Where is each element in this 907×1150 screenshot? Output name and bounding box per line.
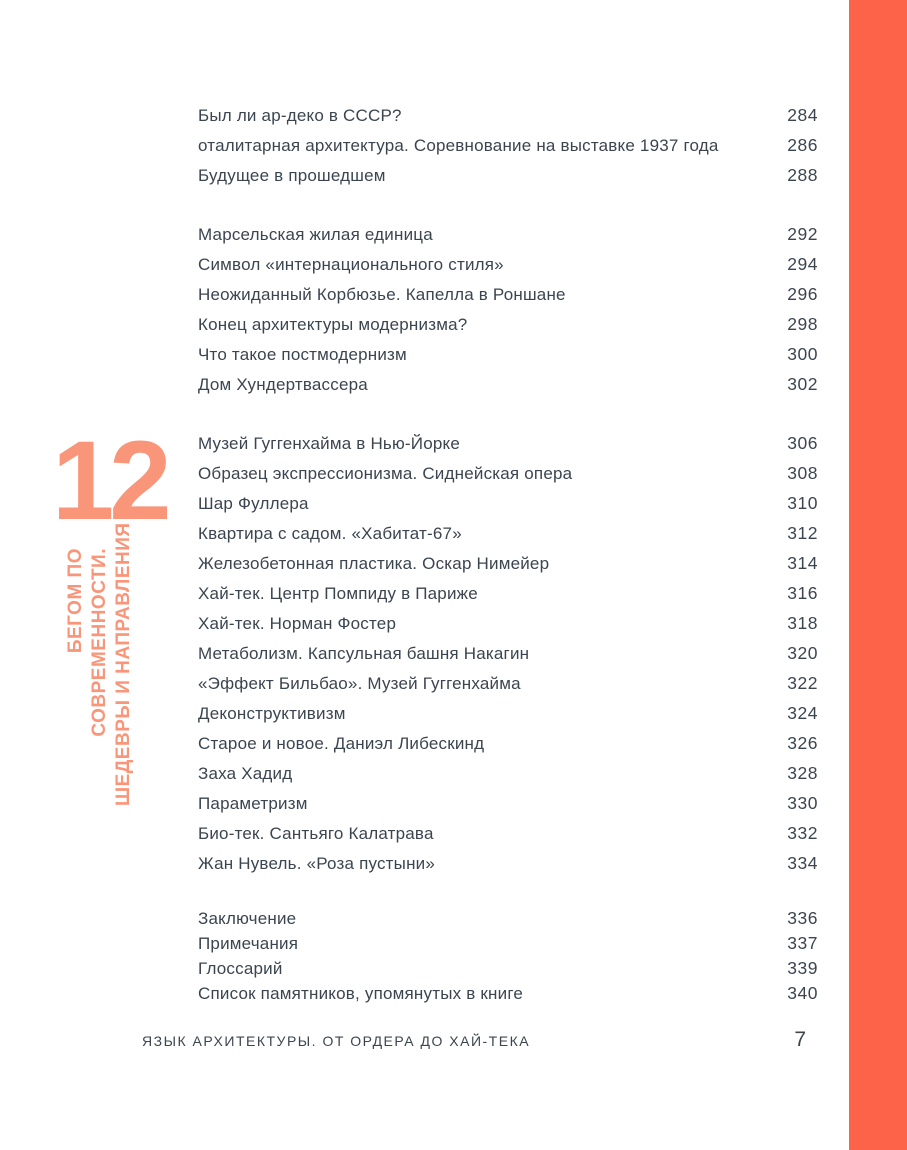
toc-entry-page: 302 (787, 374, 818, 394)
toc-entry-page: 308 (787, 463, 818, 483)
toc-entry-page: 328 (787, 763, 818, 783)
toc-row (198, 369, 818, 399)
toc-row (198, 578, 818, 608)
table-of-contents (198, 100, 818, 1006)
toc-entry-title: Список памятников, упомянутых в книге (198, 984, 523, 1003)
toc-entry-title: Образец экспрессионизма. Сиднейская опера (198, 464, 573, 483)
toc-row (198, 249, 818, 279)
toc-row (198, 339, 818, 369)
toc-entry-title: Музей Гуггенхайма в Нью-Йорке (198, 434, 461, 453)
toc-entry-page: 288 (787, 165, 818, 185)
toc-row (198, 818, 818, 848)
toc-row (198, 931, 818, 956)
toc-entry-page: 294 (787, 254, 818, 274)
toc-entry-page: 322 (787, 673, 818, 693)
toc-entry-title: Символ «интернационального стиля» (198, 255, 504, 274)
chapter-number: 12 (52, 418, 167, 543)
toc-entry-page: 330 (787, 793, 818, 813)
toc-row (198, 309, 818, 339)
toc-entry-title: Глоссарий (198, 959, 283, 978)
toc-row (198, 981, 818, 1006)
toc-row (198, 100, 818, 130)
toc-entry-page: 339 (787, 958, 818, 978)
toc-entry-title: Заключение (198, 909, 297, 928)
toc-entry-page: 340 (787, 983, 818, 1003)
toc-entry-page: 286 (787, 135, 818, 155)
toc-entry-page: 306 (787, 433, 818, 453)
toc-entry-title: Метаболизм. Капсульная башня Накагин (198, 644, 530, 663)
toc-entry-page: 298 (787, 314, 818, 334)
toc-entry-title: «Эффект Бильбао». Музей Гуггенхайма (198, 674, 521, 693)
toc-entry-title: Хай-тек. Центр Помпиду в Париже (198, 584, 478, 603)
toc-entry-page: 332 (787, 823, 818, 843)
accent-stripe (849, 0, 907, 1150)
toc-entry-page: 310 (787, 493, 818, 513)
toc-row (198, 608, 818, 638)
toc-group (198, 219, 818, 399)
toc-row (198, 788, 818, 818)
toc-row (198, 458, 818, 488)
toc-entry-title: Неожиданный Корбюзье. Капелла в Роншане (198, 285, 566, 304)
toc-entry-title: Био-тек. Сантьяго Калатрава (198, 824, 434, 843)
toc-entry-page: 312 (787, 523, 818, 543)
toc-entry-page: 326 (787, 733, 818, 753)
toc-row (198, 130, 818, 160)
page-number: 7 (794, 1028, 806, 1051)
toc-row (198, 219, 818, 249)
toc-entry-page: 320 (787, 643, 818, 663)
chapter-title-line: СОВРЕМЕННОСТИ. (89, 548, 110, 737)
toc-group (198, 906, 818, 1006)
toc-entry-page: 314 (787, 553, 818, 573)
toc-entry-title: Старое и новое. Даниэл Либескинд (198, 734, 485, 753)
toc-row (198, 906, 818, 931)
toc-entry-page: 334 (787, 853, 818, 873)
toc-row (198, 728, 818, 758)
toc-entry-page: 296 (787, 284, 818, 304)
toc-row (198, 518, 818, 548)
page-footer (142, 1028, 806, 1053)
toc-entry-title: Параметризм (198, 794, 308, 813)
toc-entry-page: 292 (787, 224, 818, 244)
toc-entry-page: 324 (787, 703, 818, 723)
toc-entry-page: 318 (787, 613, 818, 633)
running-book-title: ЯЗЫК АРХИТЕКТУРЫ. ОТ ОРДЕРА ДО ХАЙ-ТЕКА (142, 1033, 531, 1049)
toc-entry-page: 316 (787, 583, 818, 603)
toc-entry-title: Заха Хадид (198, 764, 293, 783)
toc-entry-title: Железобетонная пластика. Оскар Нимейер (198, 554, 550, 573)
toc-row (198, 548, 818, 578)
toc-row (198, 279, 818, 309)
toc-group (198, 428, 818, 878)
toc-row (198, 758, 818, 788)
toc-entry-title: Хай-тек. Норман Фостер (198, 614, 397, 633)
toc-entry-page: 336 (787, 908, 818, 928)
toc-entry-title: Конец архитектуры модернизма? (198, 315, 468, 334)
toc-entry-title: Квартира с садом. «Хабитат-67» (198, 524, 462, 543)
toc-entry-title: Примечания (198, 934, 299, 953)
chapter-title-vertical (64, 522, 136, 806)
toc-row (198, 956, 818, 981)
toc-row (198, 668, 818, 698)
toc-entry-title: Будущее в прошедшем (198, 166, 386, 185)
toc-entry-title: Шар Фуллера (198, 494, 309, 513)
toc-entry-title: Деконструктивизм (198, 704, 346, 723)
toc-entry-page: 337 (787, 933, 818, 953)
toc-entry-title: Что такое постмодернизм (198, 345, 407, 364)
toc-row (198, 160, 818, 190)
toc-row (198, 698, 818, 728)
toc-entry-page: 284 (787, 105, 818, 125)
toc-row (198, 428, 818, 458)
toc-row (198, 488, 818, 518)
toc-entry-title: оталитарная архитектура. Соревнование на выставке 1937 года (198, 136, 719, 155)
toc-group (198, 100, 818, 190)
chapter-title-line: БЕГОМ ПО (65, 548, 86, 654)
toc-entry-title: Был ли ар-деко в СССР? (198, 106, 402, 125)
toc-row (198, 638, 818, 668)
toc-row (198, 848, 818, 878)
toc-entry-title: Марсельская жилая единица (198, 225, 433, 244)
toc-entry-title: Дом Хундертвассера (198, 375, 368, 394)
toc-entry-title: Жан Нувель. «Роза пустыни» (198, 854, 436, 873)
chapter-title-line: ШЕДЕВРЫ И НАПРАВЛЕНИЯ (113, 522, 134, 806)
toc-entry-page: 300 (787, 344, 818, 364)
